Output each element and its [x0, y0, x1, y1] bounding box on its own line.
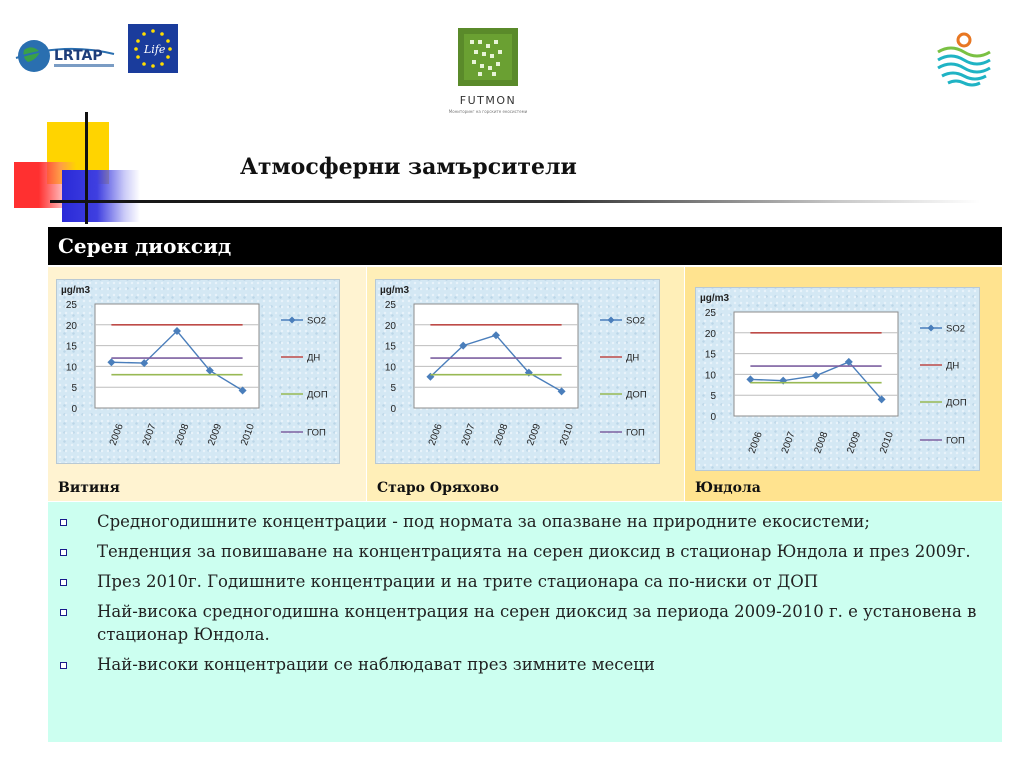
y-tick-label: 20 — [65, 320, 77, 332]
x-tick-label: 2007 — [140, 422, 159, 448]
y-tick-label: 20 — [704, 328, 716, 340]
y-tick-label: 10 — [704, 370, 716, 382]
axis-unit-label: µg/m3 — [61, 285, 91, 296]
station-name: Витиня — [58, 480, 120, 496]
sun-waves-logo — [934, 30, 994, 90]
station-panel-yundola — [685, 267, 1002, 501]
bullet-text: Тенденция за повишаване на концентрацията на серен диоксид в стационар Юндола и през 2009г. — [97, 542, 971, 561]
legend-marker — [608, 317, 615, 324]
line-chart-svg — [696, 288, 979, 470]
legend-label: ГОП — [307, 427, 326, 439]
y-tick-label: 5 — [71, 383, 77, 395]
legend-label: ГОП — [626, 427, 645, 439]
bullet-item — [48, 540, 978, 563]
futmon-logo — [448, 26, 528, 116]
bullet-item — [48, 600, 978, 646]
bullet-item — [48, 653, 978, 676]
x-tick-label: 2010 — [239, 422, 258, 448]
y-tick-label: 25 — [704, 308, 716, 319]
bullet-text: Средногодишните концентрации - под нормата за опазване на природните екосистеми; — [97, 512, 870, 531]
legend-label: SO2 — [946, 323, 966, 335]
legend-label: ГОП — [946, 435, 965, 447]
station-name: Юндола — [695, 480, 761, 496]
line-chart-svg — [376, 280, 659, 463]
y-tick-label: 5 — [710, 391, 716, 403]
bullet-text: През 2010г. Годишните концентрации и на трите стационара са по-ниски от ДОП — [97, 572, 819, 591]
axis-unit-label: µg/m3 — [700, 293, 730, 304]
y-tick-label: 10 — [384, 362, 396, 374]
conclusions-box — [48, 502, 1002, 742]
legend-label: ДН — [946, 360, 960, 372]
y-tick-label: 0 — [710, 412, 716, 423]
y-tick-label: 5 — [390, 383, 396, 395]
bullet-item — [48, 570, 978, 593]
y-tick-label: 25 — [384, 300, 396, 311]
decor-blue-square — [62, 170, 140, 222]
x-tick-label: 2006 — [107, 422, 126, 448]
section-header-bar — [48, 227, 1002, 265]
x-tick-label: 2009 — [845, 430, 864, 456]
x-tick-label: 2009 — [525, 422, 544, 448]
y-tick-label: 0 — [390, 404, 396, 415]
legend-marker — [928, 325, 935, 332]
legend-label: ДОП — [946, 397, 967, 409]
bullet-text: Най-висока средногодишна концентрация на серен диоксид за периода 2009-2010 г. е установена в стационар Юндола. — [97, 602, 977, 644]
legend-marker — [289, 317, 296, 324]
y-tick-label: 25 — [65, 300, 77, 311]
plot-area — [95, 304, 259, 408]
legend-label: ДОП — [626, 389, 647, 401]
bullet-square-icon — [60, 609, 67, 616]
y-tick-label: 15 — [65, 341, 77, 353]
plot-area — [414, 304, 578, 408]
bullet-square-icon — [60, 662, 67, 669]
chart-staro-oryahovo — [375, 279, 660, 464]
axis-unit-label: µg/m3 — [380, 285, 410, 296]
life-logo-text: Life — [144, 43, 166, 56]
page-title: Атмосферни замърсители — [240, 154, 577, 180]
bullet-square-icon — [60, 549, 67, 556]
x-tick-label: 2006 — [746, 430, 765, 456]
x-tick-label: 2010 — [558, 422, 577, 448]
y-tick-label: 10 — [65, 362, 77, 374]
x-tick-label: 2007 — [459, 422, 478, 448]
decor-vertical-line — [85, 112, 88, 224]
lrtap-logo — [14, 36, 122, 76]
y-tick-label: 20 — [384, 320, 396, 332]
bullet-text: Най-високи концентрации се наблюдават през зимните месеци — [97, 655, 655, 674]
station-panel-vitinya — [48, 267, 366, 501]
line-chart-svg — [57, 280, 339, 463]
chart-yundola — [695, 287, 980, 471]
x-tick-label: 2009 — [206, 422, 225, 448]
x-tick-label: 2008 — [173, 422, 192, 448]
lrtap-logo-text: LRTAP — [54, 48, 103, 64]
x-tick-label: 2008 — [812, 430, 831, 456]
y-tick-label: 15 — [384, 341, 396, 353]
y-tick-label: 0 — [71, 404, 77, 415]
station-name: Старо Оряхово — [377, 480, 499, 496]
conclusions-list — [48, 502, 1002, 676]
bullet-square-icon — [60, 519, 67, 526]
legend-label: ДН — [307, 352, 321, 364]
section-header-title: Серен диоксид — [58, 234, 232, 258]
x-tick-label: 2007 — [779, 430, 798, 456]
bullet-square-icon — [60, 579, 67, 586]
futmon-logo-text: FUTMON — [459, 94, 517, 107]
station-panel-staro-oryahovo — [367, 267, 684, 501]
x-tick-label: 2010 — [878, 430, 897, 456]
legend-label: ДН — [626, 352, 640, 364]
legend-label: ДОП — [307, 389, 328, 401]
futmon-logo-subtext: Мониторинг на горските екосистеми — [448, 109, 528, 114]
x-tick-label: 2008 — [492, 422, 511, 448]
bullet-item — [48, 510, 978, 533]
plot-area — [734, 312, 898, 416]
life-eu-logo — [128, 24, 178, 73]
legend-label: SO2 — [626, 315, 646, 327]
y-tick-label: 15 — [704, 349, 716, 361]
legend-label: SO2 — [307, 315, 327, 327]
chart-vitinya — [56, 279, 340, 464]
x-tick-label: 2006 — [426, 422, 445, 448]
decor-horizontal-line — [50, 200, 980, 203]
